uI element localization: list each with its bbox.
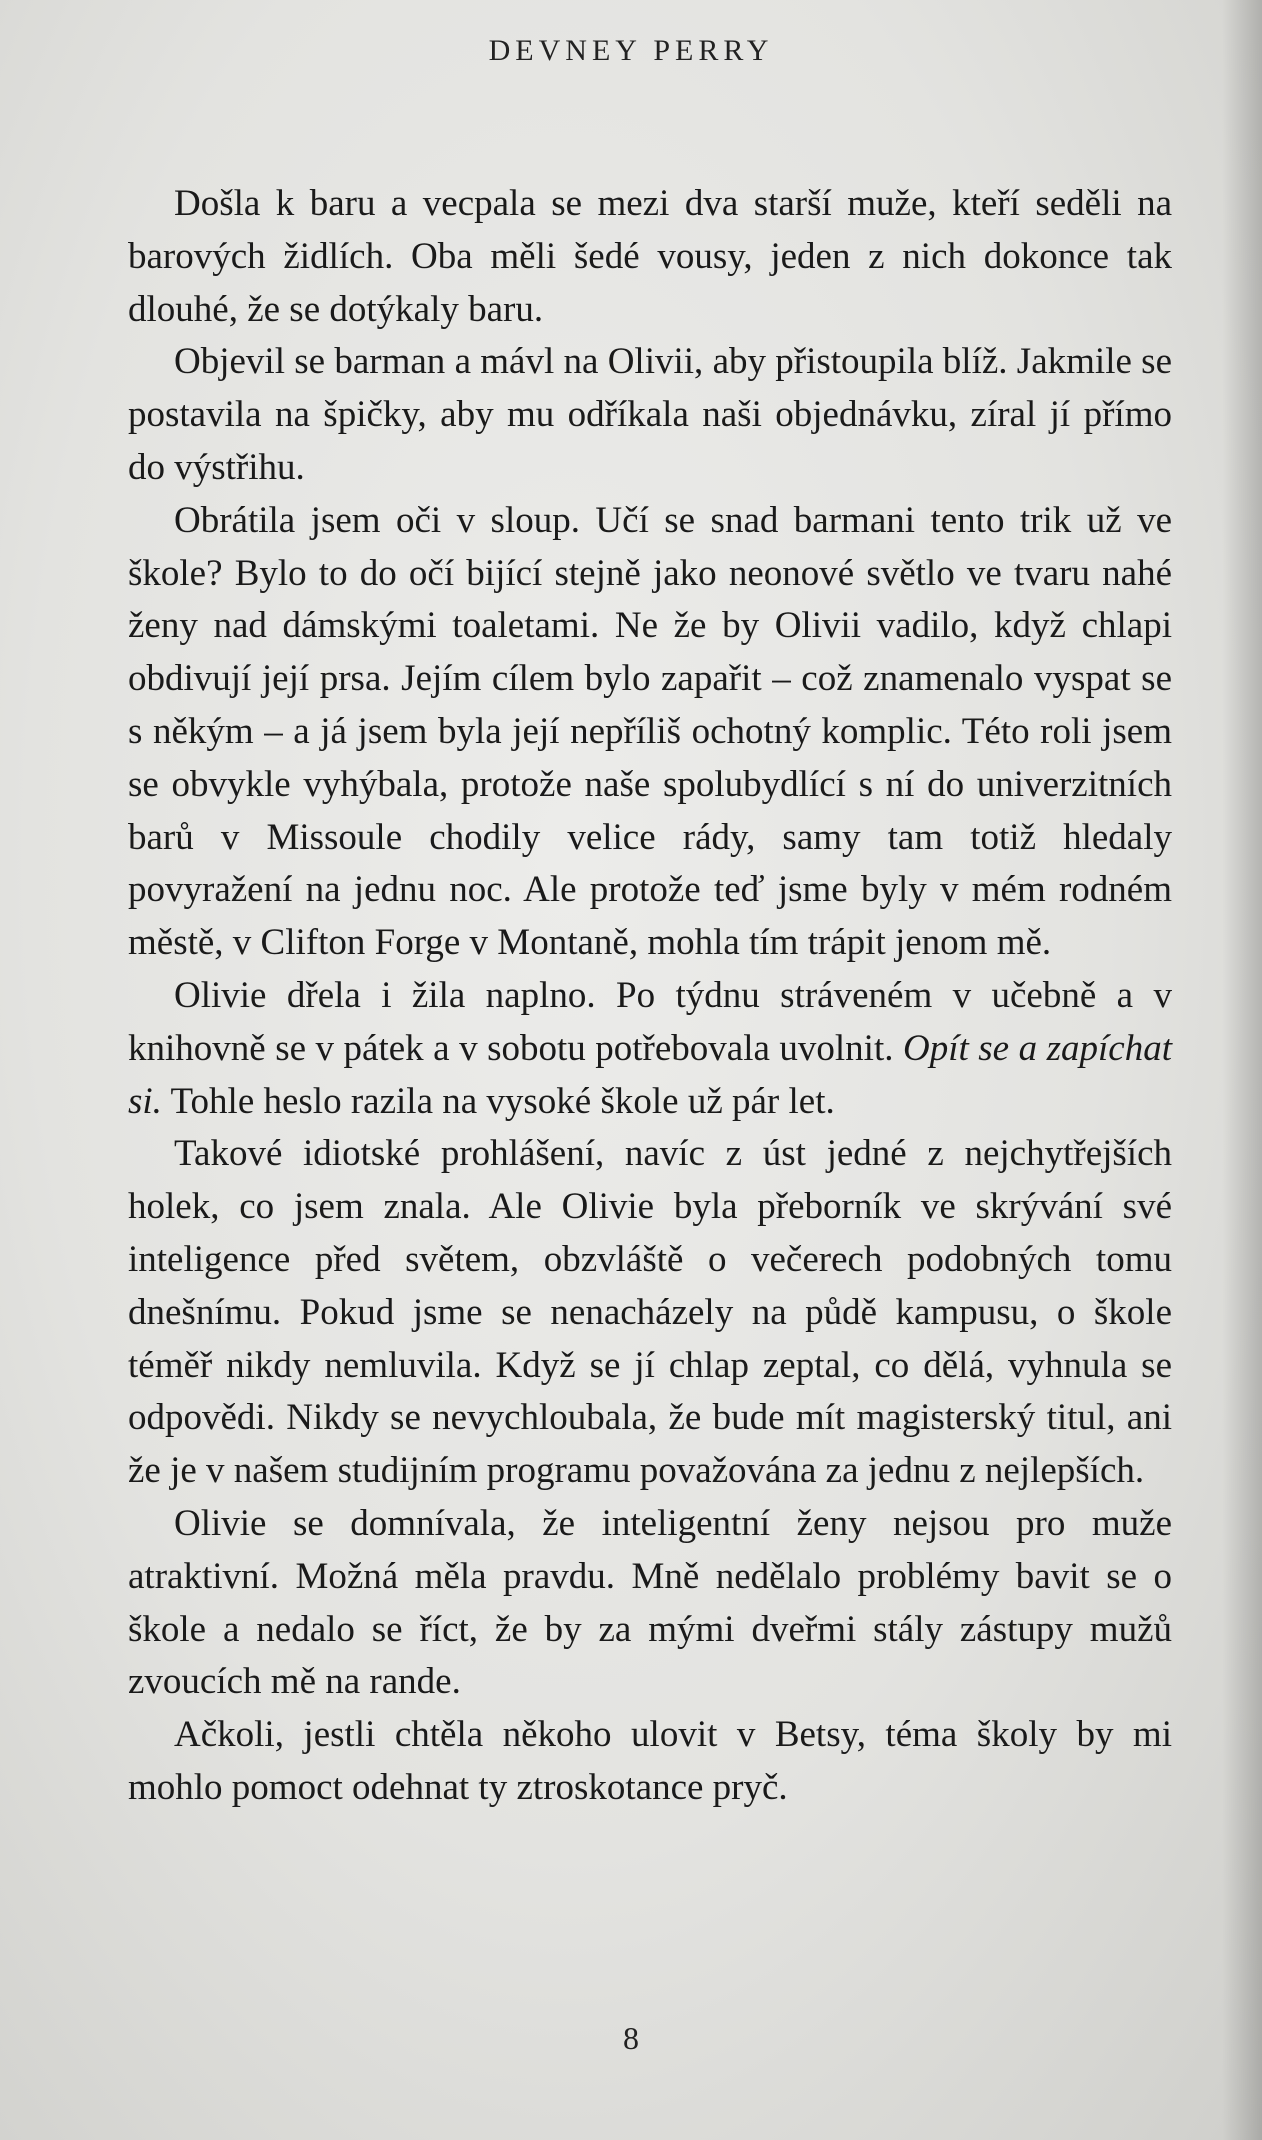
paragraph-4-end: Tohle heslo razila na vysoké škole už pár let. bbox=[161, 1080, 835, 1122]
paragraph-3: Obrátila jsem oči v sloup. Učí se snad barmani tento trik už ve škole? Bylo to do očí bijící stejně jako neonové světlo ve tvaru nahé ženy nad dámskými toaletami. Ne že by Olivii vadilo, když chlapi obdivují její prsa. Jejím cílem bylo zapařit – což znamenalo vyspat se s někým – a já jsem byla její nepříliš ochotný komplic. Této roli jsem se obvykle vyhýbala, protože naše spolubydlící s ní do univerzitních barů v Missoule chodily velice rády, samy tam totiž hledaly povyražení na jednu noc. Ale protože teď jsme byly v mém rodném městě, v Clifton Forge v Montaně, mohla tím trápit jenom mě. bbox=[128, 499, 1172, 964]
page-number: 8 bbox=[623, 2020, 639, 2056]
page-edge-shadow bbox=[1222, 0, 1262, 2140]
paragraph-4-start: Olivie dřela i žila naplno. Po týdnu stráveném v učebně a v knihovně se v pátek a v sobotu potřebovala uvolnit. bbox=[128, 974, 1172, 1069]
paragraph-1: Došla k baru a vecpala se mezi dva starší muže, kteří seděli na barových židlích. Oba měli šedé vousy, jeden z nich dokonce tak dlouhé, že se dotýkaly baru. bbox=[128, 183, 1172, 330]
paragraph-6: Olivie se domnívala, že inteligentní ženy nejsou pro muže atraktivní. Možná měla pravdu. Mně nedělalo problémy bavit se o škole a nedalo se říct, že by za mými dveřmi stály zástupy mužů zvoucích mě na rande. bbox=[128, 1502, 1172, 1703]
paragraph-4 bbox=[128, 970, 1172, 1128]
paragraph-7: Ačkoli, jestli chtěla někoho ulovit v Betsy, téma školy by mi mohlo pomoct odehnat ty ztroskotance pryč. bbox=[128, 1714, 1172, 1808]
running-header-author: DEVNEY PERRY bbox=[488, 34, 774, 67]
paragraph-2: Objevil se barman a mávl na Olivii, aby přistoupila blíž. Jakmile se postavila na špičky, aby mu odříkala naši objednávku, zíral jí přímo do výstřihu. bbox=[128, 341, 1172, 488]
paragraph-5: Takové idiotské prohlášení, navíc z úst jedné z nejchytřejších holek, co jsem znala. Ale Olivie byla přeborník ve skrývání své inteligence před světem, obzvláště o večerech podobných tomu dnešnímu. Pokud jsme se nenacházely na půdě kampusu, o škole téměř nikdy nemluvila. Když se jí chlap zeptal, co dělá, vyhnula se odpovědi. Nikdy se nevychloubala, že bude mít magisterský titul, ani že je v našem studijním programu považována za jednu z nejlepších. bbox=[128, 1133, 1172, 1492]
body-text bbox=[128, 178, 1172, 1815]
paragraph-4-italic-motto: Opít se a zapíchat si. bbox=[128, 1027, 1172, 1122]
